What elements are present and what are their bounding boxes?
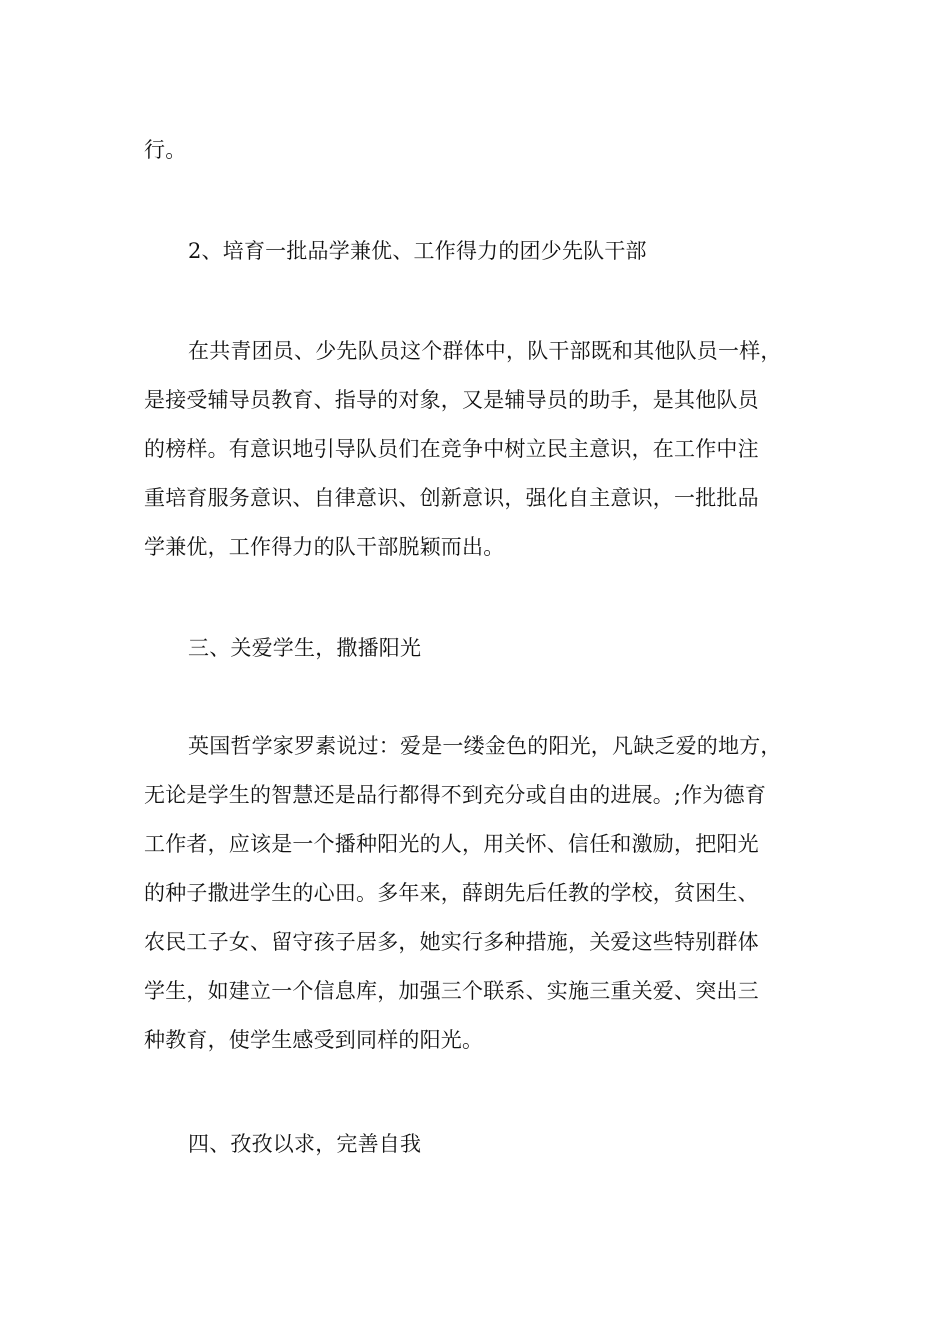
heading-text: 2、培育一批品学兼优、工作得力的团少先队干部: [188, 239, 647, 263]
paragraph-2: [144, 722, 824, 1065]
text-line: 学兼优，工作得力的队干部脱颖而出。: [144, 535, 505, 559]
paragraph-1: [144, 327, 824, 572]
section-heading-3: [144, 624, 824, 673]
text-line: 的榜样。有意识地引导队员们在竞争中树立民主意识，在工作中注: [144, 437, 759, 461]
text-line: 无论是学生的智慧还是品行都得不到充分或自由的进展。;作为德育: [144, 783, 767, 807]
text-line: 工作者，应该是一个播种阳光的人，用关怀、信任和激励，把阳光: [144, 832, 759, 856]
text-line: 是接受辅导员教育、指导的对象，又是辅导员的助手，是其他队员: [144, 388, 759, 412]
heading-text: 三、关爱学生，撒播阳光: [188, 636, 422, 660]
text-line: 学生，如建立一个信息库，加强三个联系、实施三重关爱、突出三: [144, 979, 759, 1003]
text-line: 的种子撒进学生的心田。多年来，薛朗先后任教的学校，贫困生、: [144, 881, 759, 905]
text-line: 种教育，使学生感受到同样的阳光。: [144, 1028, 484, 1052]
text-line: 英国哲学家罗素说过：爱是一缕金色的阳光，凡缺乏爱的地方，: [188, 734, 782, 758]
text-line: 农民工子女、留守孩子居多，她实行多种措施，关爱这些特别群体: [144, 930, 759, 954]
section-heading-4: [144, 1120, 824, 1169]
text-line: 在共青团员、少先队员这个群体中，队干部既和其他队员一样，: [188, 339, 782, 363]
text-line: 行。: [144, 138, 187, 162]
heading-text: 四、孜孜以求，完善自我: [188, 1132, 422, 1156]
continuation-text: [144, 126, 824, 175]
text-line: 重培育服务意识、自律意识、创新意识，强化自主意识，一批批品: [144, 486, 759, 510]
section-heading-2: [144, 227, 824, 276]
